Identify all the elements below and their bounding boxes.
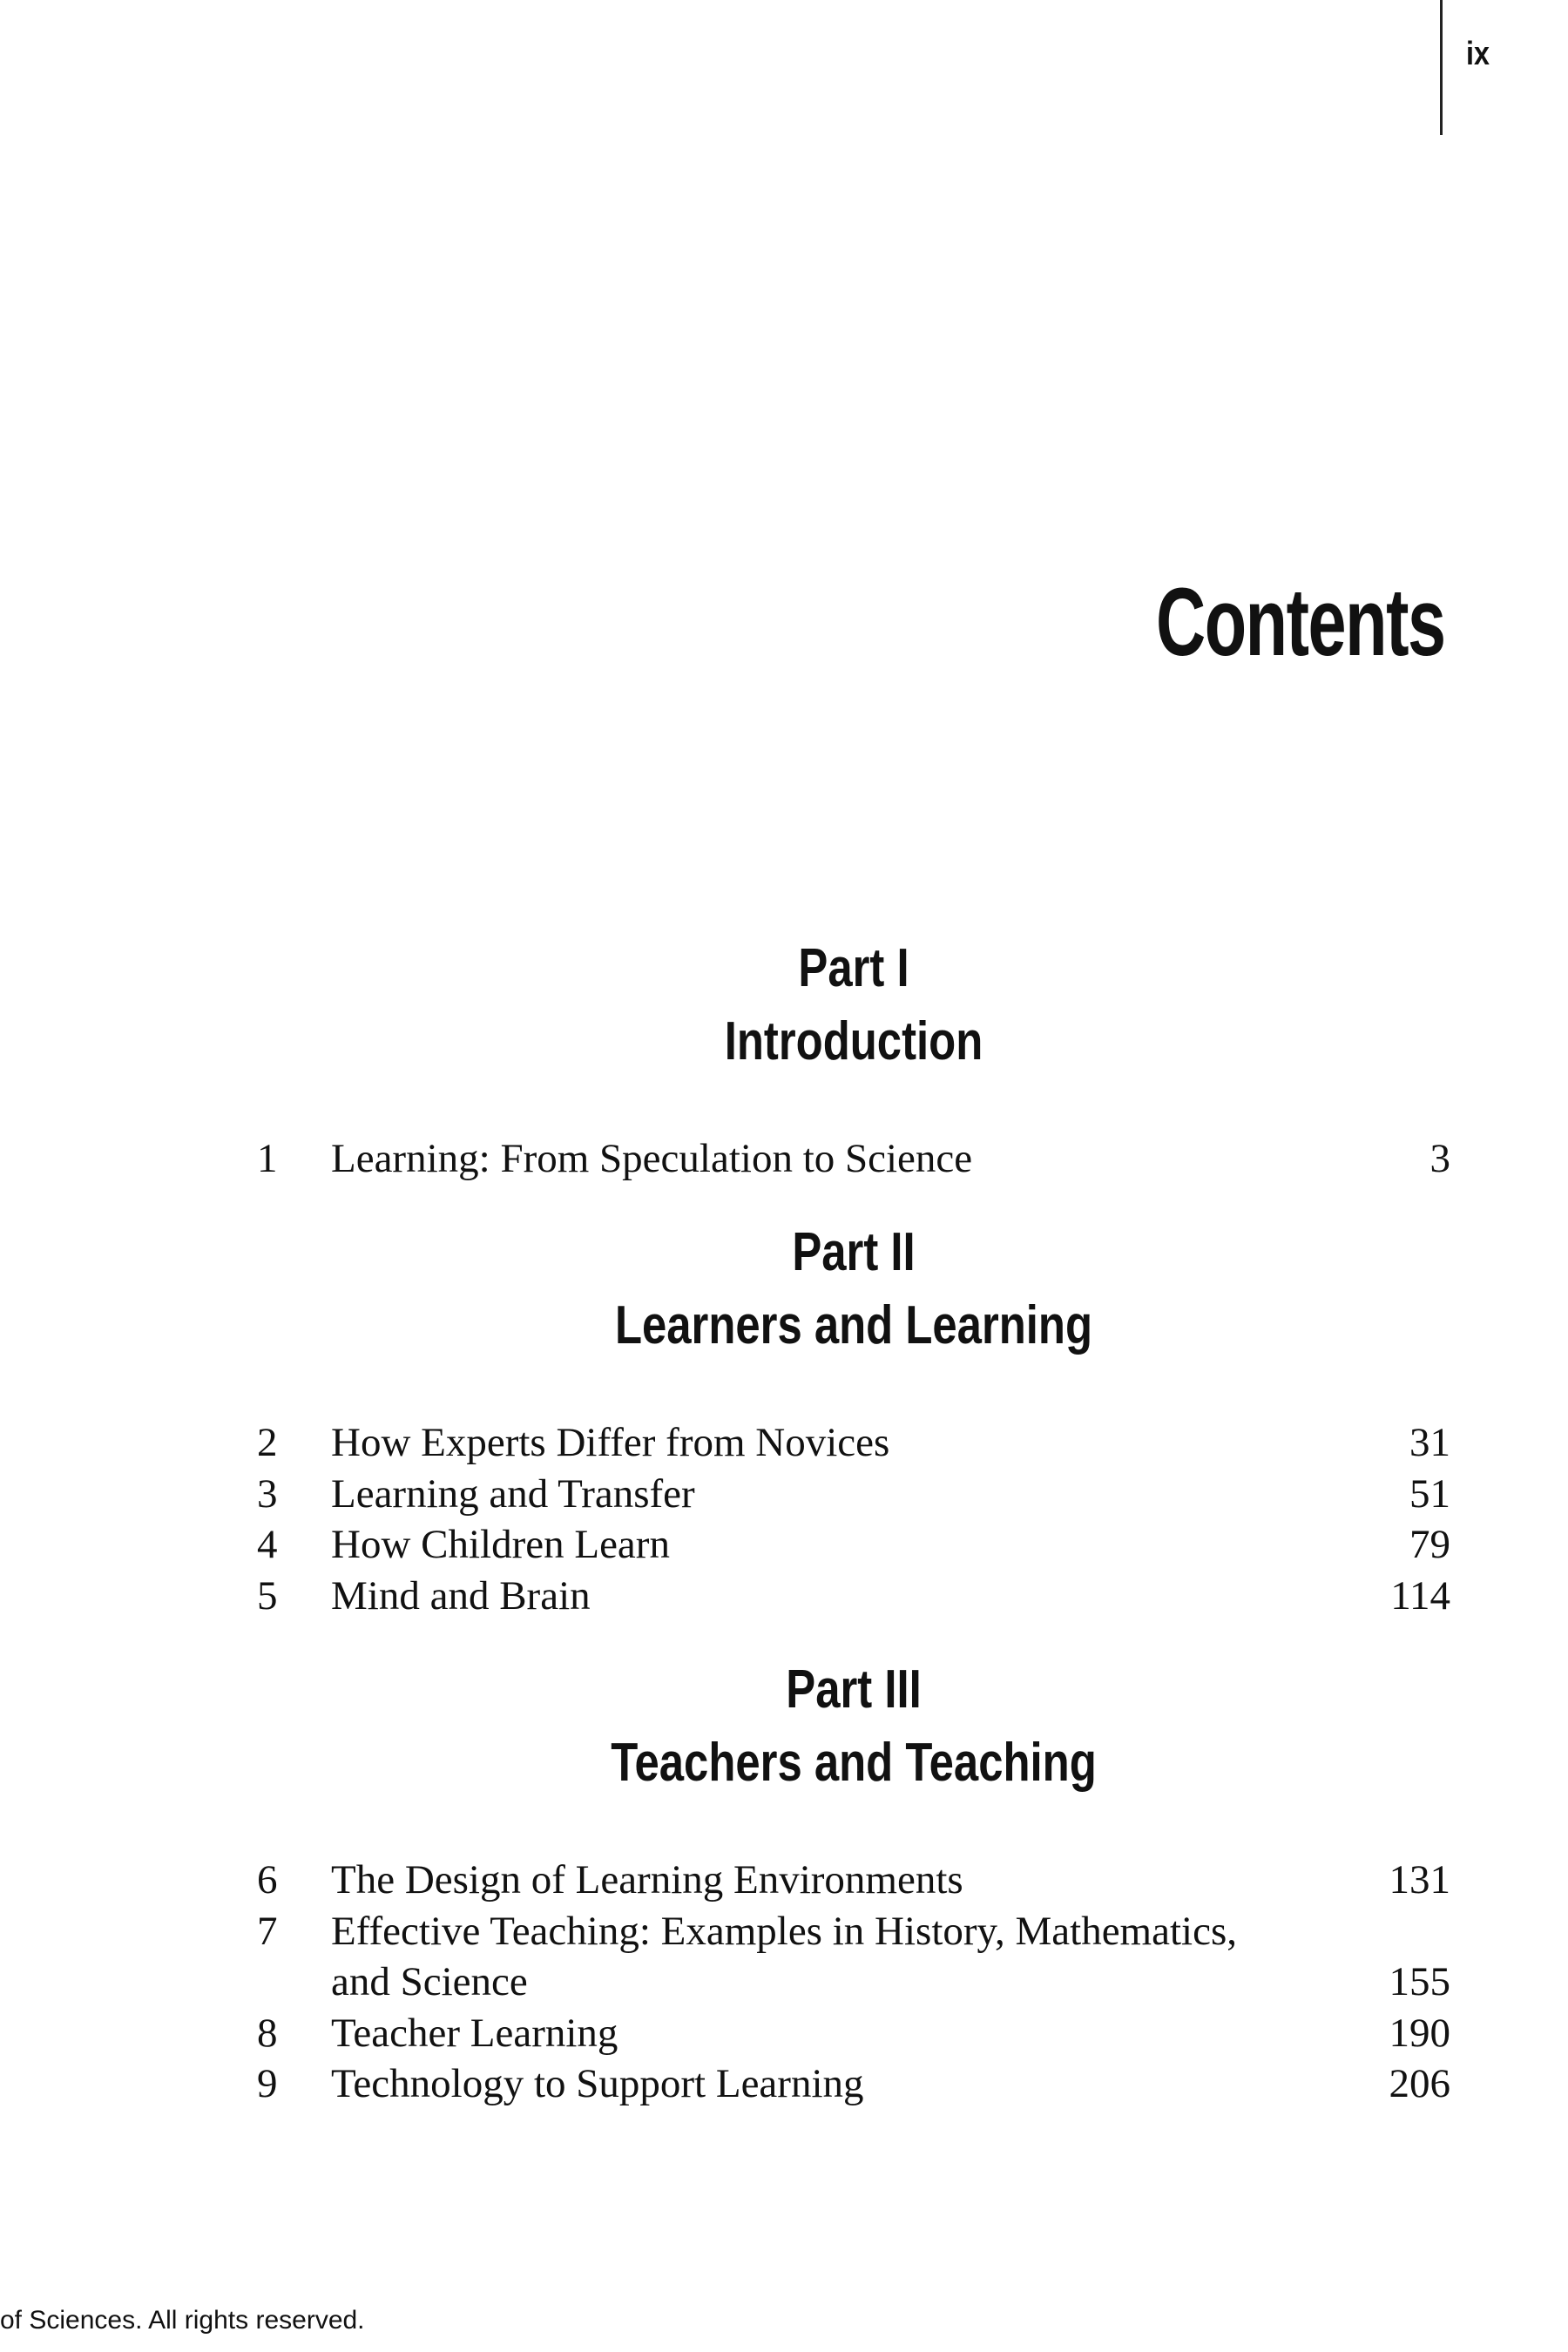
toc-entry[interactable] [257,1519,1450,1571]
part-title: Learners and Learning [614,1295,1093,1355]
chapter-title [331,1417,1398,1469]
chapter-title-line: Learning and Transfer [331,1470,695,1517]
toc-entry[interactable] [257,2058,1450,2110]
chapter-number: 2 [257,1420,278,1465]
chapter-page: 114 [1390,1572,1450,1619]
chapter-number: 8 [257,2010,278,2056]
toc-entry[interactable] [257,1469,1450,1520]
chapter-title [331,1571,1390,1622]
chapter-number: 9 [257,2061,278,2106]
chapter-title [331,1855,1389,1906]
chapter-page: 31 [1409,1420,1450,1465]
chapter-number: 5 [257,1572,278,1619]
chapter-page: 79 [1409,1522,1450,1567]
chapter-number: 7 [257,1908,278,1954]
chapter-page: 51 [1409,1470,1450,1517]
chapter-number: 6 [257,1857,278,1903]
chapter-title-line: How Experts Differ from Novices [331,1420,890,1465]
chapter-title-line: and Science [331,1959,528,2004]
toc-list [257,1855,1450,2110]
chapter-title [331,1519,1398,1571]
toc-entry[interactable] [257,1417,1450,1469]
chapter-title-line: How Children Learn [331,1522,670,1567]
chapter-page: 155 [1389,1959,1450,2004]
toc-entry[interactable] [257,2008,1450,2059]
part-label: Part I [798,938,909,998]
chapter-number: 1 [257,1136,278,1181]
chapter-number: 3 [257,1470,278,1517]
chapter-title-line: Learning: From Speculation to Science [331,1136,973,1181]
toc-list [257,1417,1450,1621]
chapter-title [331,2008,1389,2059]
toc-entry[interactable] [257,1855,1450,1906]
chapter-title-line: The Design of Learning Environments [331,1857,963,1903]
header-rule [1440,0,1443,135]
toc-entry[interactable] [257,1133,1450,1185]
toc-list [257,1133,1450,1185]
chapter-title-line: Effective Teaching: Examples in History, Mathematics, [331,1908,1237,1954]
copyright-footer: of Sciences. All rights reserved. [0,2306,365,2335]
chapter-page: 190 [1389,2010,1450,2056]
part-title: Teachers and Teaching [611,1733,1097,1793]
chapter-page: 3 [1429,1136,1450,1181]
chapter-title [331,1906,1389,2008]
part-title: Introduction [724,1011,983,1071]
page-number: ix [1466,36,1490,72]
chapter-number: 4 [257,1522,278,1567]
chapter-title [331,2058,1389,2110]
chapter-title-line: Technology to Support Learning [331,2061,864,2106]
chapter-title [331,1133,1398,1185]
part-label: Part III [786,1659,922,1720]
toc-entry[interactable] [257,1571,1450,1622]
part-label: Part II [792,1222,916,1282]
chapter-title [331,1469,1398,1520]
chapter-page: 206 [1389,2061,1450,2106]
toc-entry[interactable] [257,1906,1450,2008]
chapter-title-line: Mind and Brain [331,1572,591,1619]
page-title: Contents [1156,569,1445,676]
chapter-title-line: Teacher Learning [331,2010,618,2056]
chapter-page: 131 [1389,1857,1450,1903]
